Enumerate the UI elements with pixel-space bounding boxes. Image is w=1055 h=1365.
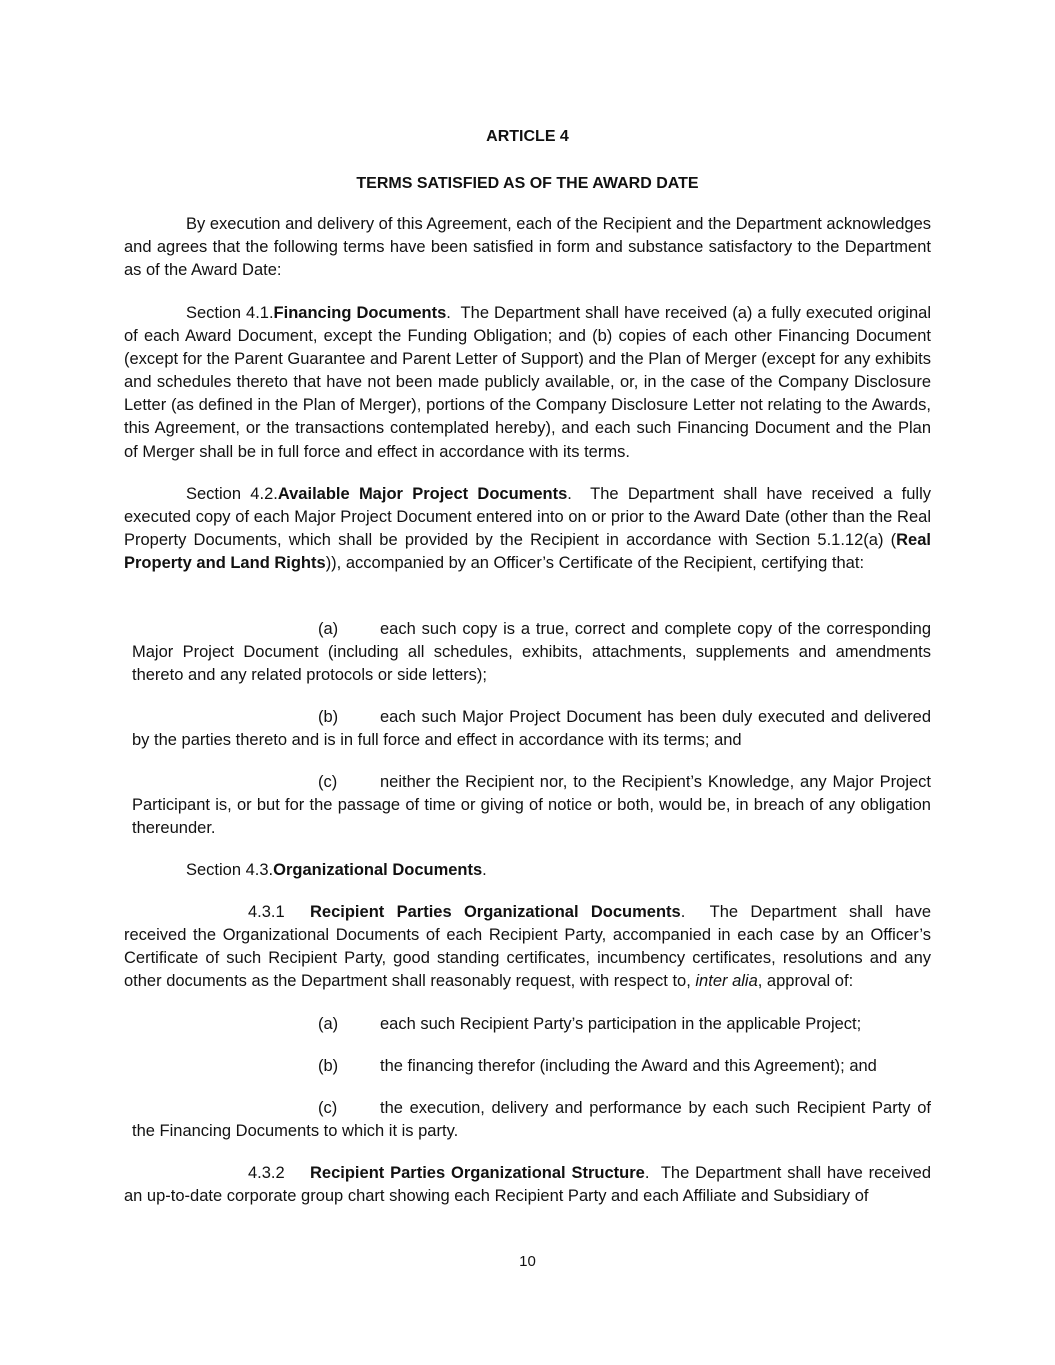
- article-heading: ARTICLE 4: [486, 128, 569, 145]
- subsection-title: Recipient Parties Organizational Documents: [310, 903, 681, 921]
- section-title: Financing Documents: [273, 304, 447, 322]
- subsection-number: 4.3.2: [248, 1164, 285, 1182]
- section-number: Section 4.1.: [186, 304, 274, 322]
- subsection-4-3-1: 4.3.1 Recipient Parties Organizational Documents. The Department shall have received the Organizational Documents of each Recipient Party, accompanied in each case by an Officer’s Certificate of such Recipient Party, good standing certificates, incumbency certificates, resolutions and any other documents as the Department shall reasonably request, with respect to, inter alia, approval of:: [124, 903, 936, 991]
- section-title: Available Major Project Documents: [277, 485, 568, 503]
- list-item: (b) the financing therefor (including the Award and this Agreement); and: [318, 1057, 877, 1075]
- section-title: Organizational Documents: [273, 861, 483, 879]
- cross-reference: Real Property and Land Rights: [124, 531, 931, 573]
- section-number: Section 4.3.: [186, 861, 274, 879]
- subsection-4-3-2: 4.3.2 Recipient Parties Organizational Structure. The Department shall have received an up-to-date corporate group chart showing each Recipient Party and each Affiliate and Subsidiary of: [124, 1164, 936, 1206]
- list-item: (b) each such Major Project Document has been duly executed and delivered by the parties thereto and is in full force and effect in accordance with its terms; and: [132, 708, 931, 750]
- article-title: TERMS SATISFIED AS OF THE AWARD DATE: [356, 175, 699, 192]
- intro-paragraph: By execution and delivery of this Agreement, each of the Recipient and the Department acknowledges and agrees that the following terms have been satisfied in form and substance satisfactory to the Department as of the Award Date:: [124, 215, 931, 280]
- list-item: (a) each such copy is a true, correct and complete copy of the corresponding Major Project Document (including all schedules, exhibits, attachments, supplements and amendments thereto and any related protocols or side letters);: [132, 620, 931, 685]
- list-item: (c) the execution, delivery and performance by each such Recipient Party of the Financing Documents to which it is party.: [132, 1099, 931, 1141]
- subsection-title: Recipient Parties Organizational Structure: [310, 1164, 645, 1182]
- page-number: 10: [519, 1253, 536, 1270]
- list-item: (c) neither the Recipient nor, to the Recipient’s Knowledge, any Major Project Participant is, or but for the passage of time or giving of notice or both, would be, in breach of any obligation thereunder.: [132, 773, 931, 838]
- section-4-3: Section 4.3.Organizational Documents.: [186, 861, 487, 879]
- subsection-number: 4.3.1: [248, 903, 285, 921]
- list-item: (a) each such Recipient Party’s participation in the applicable Project;: [318, 1015, 862, 1033]
- section-4-1: Section 4.1.Financing Documents. The Department shall have received (a) a fully executed original of each Award Document, except the Funding Obligation; and (b) copies of each other Financing Document (except for the Parent Guarantee and Parent Letter of Support) and the Plan of Merger (except for any exhibits and schedules thereto that have not been made publicly available, or, in the case of the Company Disclosure Letter (as defined in the Plan of Merger), portions of the Company Disclosure Letter not relating to the Awards, this Agreement, or the transactions contemplated hereby), and each such Financing Document and the Plan of Merger shall be in full force and effect in accordance with its terms.: [124, 304, 936, 461]
- section-number: Section 4.2.: [186, 485, 278, 503]
- section-4-2: Section 4.2.Available Major Project Documents. The Department shall have received a fully executed copy of each Major Project Document entered into on or prior to the Award Date (other than the Real Property Documents, which shall be provided by the Recipient in accordance with Section 5.1.12(a) (Real Property and Land Rights)), accompanied by an Officer’s Certificate of the Recipient, certifying that:: [124, 485, 936, 573]
